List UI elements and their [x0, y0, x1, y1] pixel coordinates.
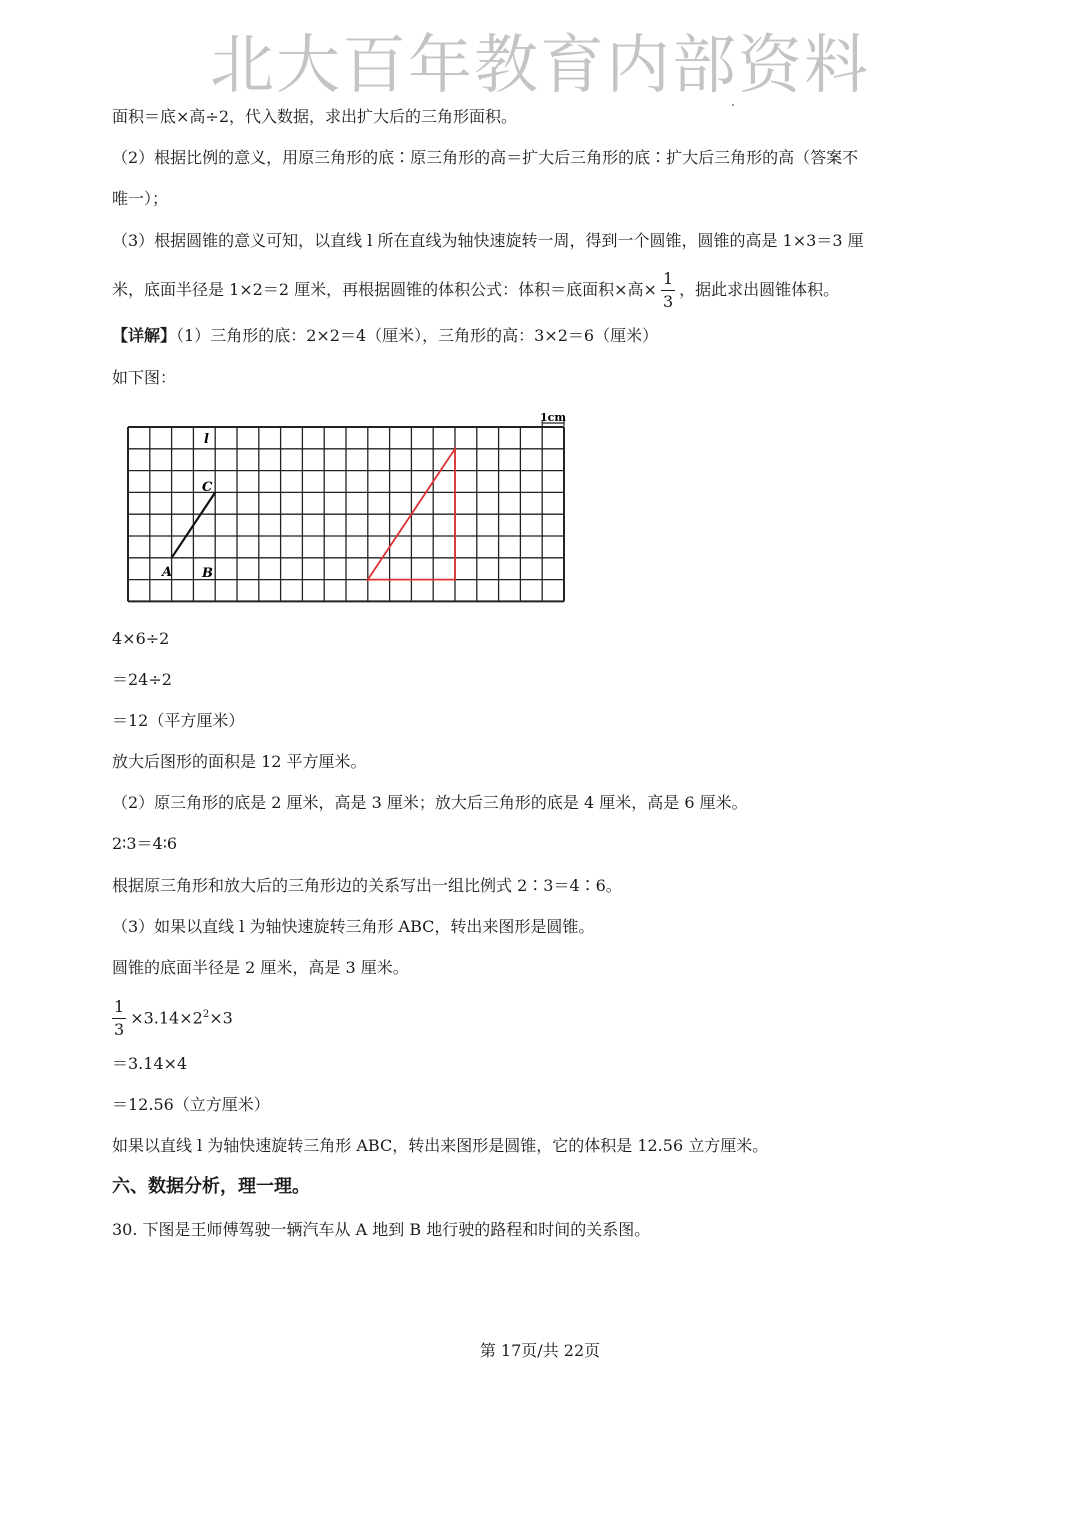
part3-expression	[112, 990, 233, 1043]
analysis-line-2: （2）根据比例的意义，用原三角形的底∶原三角形的高＝扩大后三角形的底∶扩大后三角形的高（答案不	[112, 148, 859, 167]
speck	[732, 104, 734, 106]
part2-line-3: 根据原三角形和放大后的三角形边的关系写出一组比例式 2∶3＝4∶6。	[112, 876, 622, 895]
calc1-line-2: ＝24÷2	[112, 670, 172, 689]
expr-part-b: ×3	[209, 1008, 233, 1028]
part3-line-2: 圆锥的底面半径是 2 厘米，高是 3 厘米。	[112, 958, 409, 977]
fraction-denominator: 3	[662, 292, 674, 311]
label-C: C	[202, 480, 213, 495]
page-footer: 第 17页/共 22页	[479, 1341, 601, 1360]
calc1-line-1: 4×6÷2	[112, 629, 170, 648]
label-B: B	[202, 566, 213, 581]
analysis-line-5	[112, 266, 839, 314]
scale-label: 1cm	[540, 411, 566, 424]
part2-line-1: （2）原三角形的底是 2 厘米，高是 3 厘米；放大后三角形的底是 4 厘米，高是 6 厘米。	[112, 793, 748, 812]
question-30: 30. 下图是王师傅驾驶一辆汽车从 A 地到 B 地行驶的路程和时间的关系图。	[112, 1220, 651, 1239]
expr-part-a: ×3.14×2	[130, 1008, 203, 1028]
fraction-numerator: 1	[661, 271, 675, 291]
section-heading: 六、数据分析，理一理。	[112, 1176, 310, 1197]
part3-line-4: ＝3.14×4	[112, 1054, 188, 1073]
detail-label: 【详解】	[112, 326, 177, 345]
expr-superscript: 2	[202, 1009, 210, 1020]
fraction-one-third-2	[112, 999, 126, 1038]
calc1-line-3: ＝12（平方厘米）	[112, 711, 245, 730]
fraction-denominator: 3	[114, 1020, 125, 1040]
detail-text-1: （1）三角形的底：2×2＝4（厘米），三角形的高：3×2＝6（厘米）	[176, 326, 659, 345]
grid-figure	[120, 405, 580, 610]
part3-line-5: ＝12.56（立方厘米）	[112, 1095, 270, 1114]
watermark: 北大百年教育内部资料	[210, 29, 870, 103]
part2-line-2: 2∶3＝4∶6	[112, 834, 178, 853]
calc1-line-4: 放大后图形的面积是 12 平方厘米。	[112, 752, 367, 771]
fraction-numerator: 1	[112, 999, 126, 1019]
label-l: l	[204, 432, 209, 447]
analysis-line-4: （3）根据圆锥的意义可知，以直线 l 所在直线为轴快速旋转一周，得到一个圆锥，圆锥的高是 1×3＝3 厘	[112, 231, 864, 250]
part3-line-1: （3）如果以直线 l 为轴快速旋转三角形 ABC，转出来图形是圆锥。	[112, 917, 595, 936]
analysis-line-5-pre: 米，底面半径是 1×2＝2 厘米，再根据圆锥的体积公式：体积＝底面积×高×	[112, 280, 657, 299]
analysis-line-3: 唯一）；	[112, 189, 169, 208]
fraction-one-third	[661, 271, 675, 310]
part3-line-6: 如果以直线 l 为轴快速旋转三角形 ABC，转出来图形是圆锥，它的体积是 12.56 立方厘米。	[112, 1136, 769, 1155]
analysis-line-5-post: ，据此求出圆锥体积。	[679, 280, 840, 299]
analysis-line-1: 面积＝底×高÷2，代入数据，求出扩大后的三角形面积。	[112, 107, 517, 126]
detail-line-2: 如下图：	[112, 368, 177, 387]
detail-line-1	[112, 325, 658, 347]
label-A: A	[162, 565, 173, 580]
grid-lines	[128, 420, 564, 601]
